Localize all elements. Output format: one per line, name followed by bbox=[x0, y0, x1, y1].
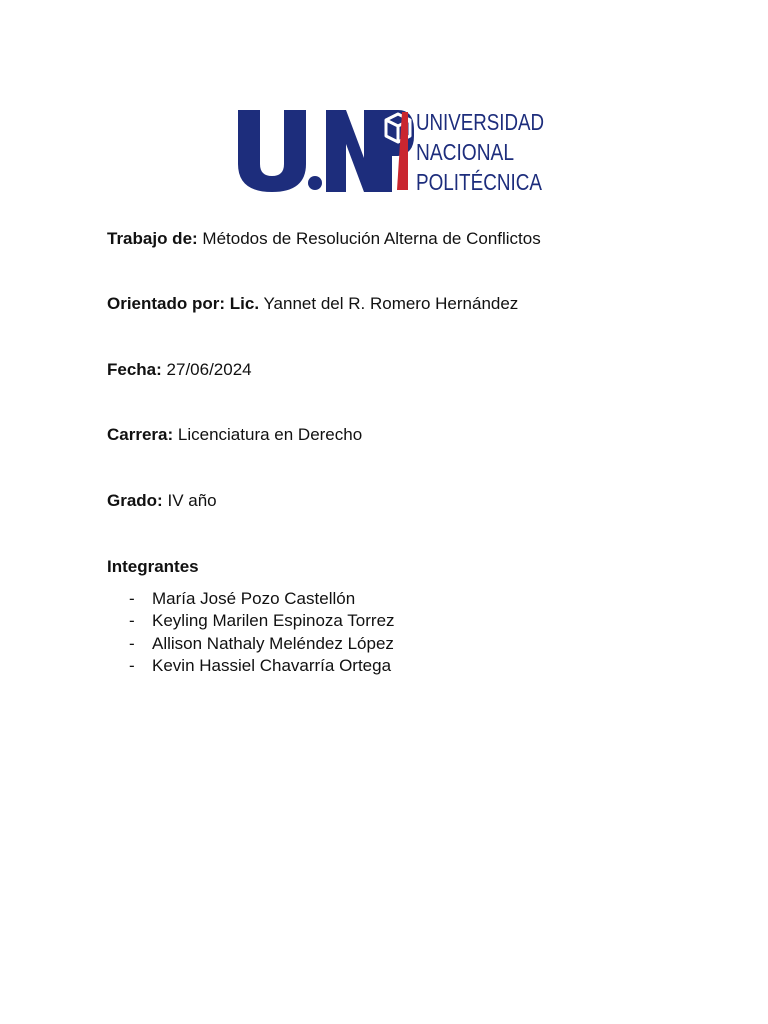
university-logo bbox=[236, 106, 556, 198]
list-bullet: - bbox=[129, 611, 135, 631]
field-orientado-value: Yannet del R. Romero Hernández bbox=[263, 294, 519, 313]
field-trabajo bbox=[107, 229, 541, 249]
field-grado-label: Grado: bbox=[107, 491, 163, 510]
list-bullet: - bbox=[129, 589, 135, 608]
field-trabajo-label: Trabajo de: bbox=[107, 229, 198, 248]
field-carrera bbox=[107, 425, 362, 445]
member-name: Kevin Hassiel Chavarría Ortega bbox=[152, 655, 392, 675]
field-trabajo-value: Métodos de Resolución Alterna de Conflictos bbox=[202, 229, 541, 248]
logo-line-1: UNIVERSIDAD bbox=[416, 109, 544, 135]
field-grado bbox=[107, 491, 217, 511]
member-name: Allison Nathaly Meléndez López bbox=[152, 633, 394, 653]
field-fecha-label: Fecha: bbox=[107, 360, 162, 379]
unp-logo-graphic bbox=[236, 106, 556, 198]
field-fecha bbox=[107, 360, 252, 380]
integrantes-heading: Integrantes bbox=[107, 557, 199, 576]
logo-line-3: POLITÉCNICA bbox=[416, 169, 543, 195]
field-fecha-value: 27/06/2024 bbox=[166, 360, 252, 379]
logo-line-2: NACIONAL bbox=[416, 139, 515, 165]
field-orientado bbox=[107, 294, 518, 314]
member-name: María José Pozo Castellón bbox=[152, 589, 356, 608]
field-grado-value: IV año bbox=[167, 491, 217, 510]
field-carrera-value: Licenciatura en Derecho bbox=[177, 425, 363, 444]
member-name: Keyling Marilen Espinoza Torrez bbox=[152, 611, 395, 631]
list-bullet: - bbox=[129, 655, 135, 675]
field-orientado-label: Orientado por: Lic. bbox=[107, 294, 260, 313]
list-bullet: - bbox=[129, 633, 135, 653]
field-carrera-label: Carrera: bbox=[107, 425, 174, 444]
